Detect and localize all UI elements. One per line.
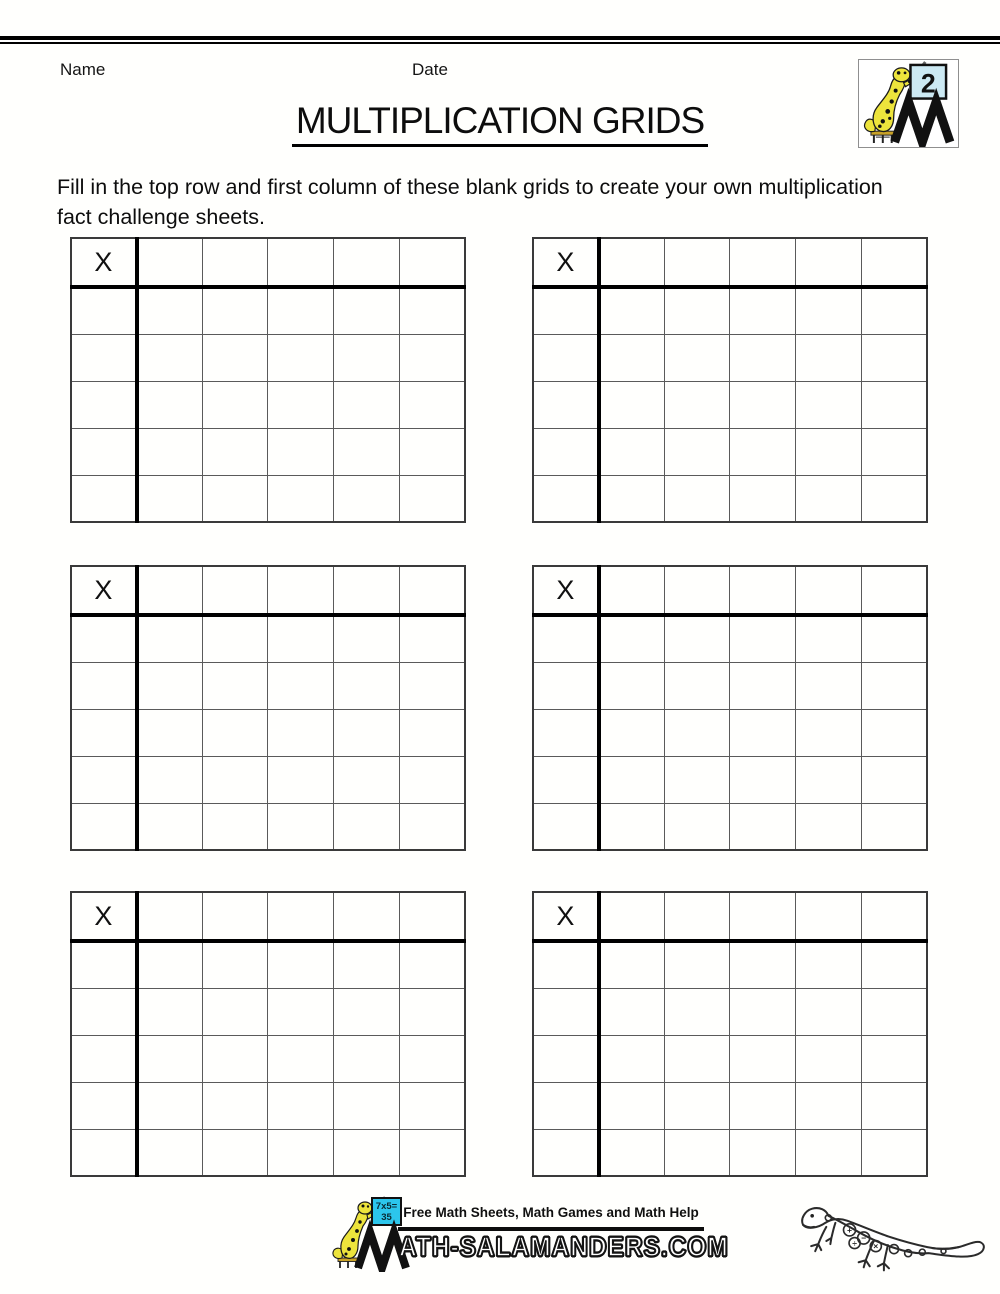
blank-cell [334,238,400,287]
blank-cell [137,1082,203,1129]
blank-cell [861,287,927,334]
grid-row [533,615,927,662]
blank-cell [861,709,927,756]
blank-cell [599,988,665,1035]
blank-cell [730,988,796,1035]
blank-cell [71,1035,137,1082]
gecko-drawing [795,1196,993,1278]
blank-cell [137,988,203,1035]
blank-cell [334,709,400,756]
blank-cell [268,287,334,334]
blank-cell [137,566,203,615]
blank-cell [268,1035,334,1082]
blank-cell [533,756,599,803]
blank-cell [71,334,137,381]
grid-row [71,1129,465,1176]
blank-cell [137,662,203,709]
blank-cell [202,615,268,662]
grid-row [533,803,927,850]
blank-cell [268,1129,334,1176]
blank-cell [796,287,862,334]
grid-row [533,381,927,428]
multiplication-grid [532,891,928,1177]
grid-row [71,475,465,522]
grade-number: 2 [920,68,936,99]
grid-row [533,475,927,522]
grid-row [533,566,927,615]
blank-cell [599,334,665,381]
blank-cell [730,1129,796,1176]
blank-cell [202,381,268,428]
blank-cell [730,662,796,709]
blank-cell [533,662,599,709]
blank-cell [730,287,796,334]
blank-cell [664,1082,730,1129]
blank-cell [730,709,796,756]
blank-cell [664,475,730,522]
blank-cell [334,756,400,803]
blank-cell [268,662,334,709]
blank-cell [861,1129,927,1176]
grid-row [71,381,465,428]
blank-cell [796,615,862,662]
blank-cell [137,1129,203,1176]
grid-row [533,892,927,941]
blank-cell [664,1035,730,1082]
multiplication-grid [70,891,466,1177]
blank-cell [268,1082,334,1129]
blank-cell [71,475,137,522]
blank-cell [599,1129,665,1176]
blank-cell [730,941,796,988]
blank-cell [137,756,203,803]
grid-row [533,287,927,334]
blank-cell [334,941,400,988]
grid-row [533,709,927,756]
blank-cell [399,428,465,475]
grid-row [71,334,465,381]
blank-cell [599,238,665,287]
grid-row [71,803,465,850]
blank-cell [533,475,599,522]
blank-cell [796,566,862,615]
date-label: Date [412,60,448,79]
blank-cell [861,662,927,709]
blank-cell [399,892,465,941]
title-wrap [0,100,1000,147]
blank-cell [599,566,665,615]
grid-row [71,238,465,287]
blank-cell [730,803,796,850]
multiplication-grid [532,565,928,851]
blank-cell [664,238,730,287]
blank-cell [796,1035,862,1082]
blank-cell [334,1035,400,1082]
blank-cell [861,941,927,988]
blank-cell [664,662,730,709]
blank-cell [861,566,927,615]
multiplication-grid [70,565,466,851]
blank-cell [861,475,927,522]
blank-cell [71,662,137,709]
svg-text:+: + [847,1224,853,1235]
blank-cell [861,892,927,941]
board-equation-top: 7x5= [375,1201,398,1212]
blank-cell [399,662,465,709]
grid-row [71,428,465,475]
blank-cell [730,566,796,615]
blank-cell [399,988,465,1035]
blank-cell [861,988,927,1035]
svg-text:×: × [873,1241,879,1252]
blank-cell [334,615,400,662]
blank-cell [796,381,862,428]
blank-cell [334,381,400,428]
blank-cell [334,334,400,381]
grid-row [71,1035,465,1082]
blank-cell [268,238,334,287]
blank-cell [334,287,400,334]
blank-cell [137,287,203,334]
blank-cell [137,892,203,941]
blank-cell [399,1035,465,1082]
blank-cell [861,756,927,803]
blank-cell [664,709,730,756]
blank-cell [137,615,203,662]
blank-cell [599,287,665,334]
blank-cell [137,475,203,522]
svg-text:÷: ÷ [852,1238,857,1249]
blank-cell [137,428,203,475]
blank-cell [334,1082,400,1129]
blank-cell [71,287,137,334]
grid-row [71,709,465,756]
blank-cell [730,334,796,381]
blank-cell [71,615,137,662]
blank-cell [730,756,796,803]
operator-cell: X [533,892,599,941]
blank-cell [730,615,796,662]
blank-cell [71,756,137,803]
blank-cell [533,428,599,475]
blank-cell [399,709,465,756]
blank-cell [202,988,268,1035]
blank-cell [664,756,730,803]
page-title: MULTIPLICATION GRIDS [292,100,708,147]
equation-board-icon [372,1198,401,1225]
blank-cell [334,662,400,709]
blank-cell [202,428,268,475]
blank-cell [268,803,334,850]
blank-cell [664,1129,730,1176]
grid-row [71,566,465,615]
blank-cell [730,892,796,941]
blank-cell [202,287,268,334]
blank-cell [137,381,203,428]
grid-row [533,1082,927,1129]
blank-cell [533,1082,599,1129]
grid-row [71,615,465,662]
blank-cell [334,566,400,615]
grid-row [71,662,465,709]
blank-cell [599,941,665,988]
blank-cell [664,381,730,428]
blank-cell [664,988,730,1035]
grid-row [533,334,927,381]
blank-cell [268,892,334,941]
blank-cell [861,238,927,287]
blank-cell [796,334,862,381]
grid-row [71,988,465,1035]
multiplication-grid [532,237,928,523]
grid-row [533,428,927,475]
blank-cell [268,756,334,803]
blank-cell [137,803,203,850]
blank-cell [533,1129,599,1176]
grid-row [533,238,927,287]
blank-cell [268,941,334,988]
blank-cell [796,709,862,756]
grid-row [71,287,465,334]
blank-cell [268,566,334,615]
blank-cell [533,1035,599,1082]
blank-cell [861,428,927,475]
blank-cell [202,941,268,988]
blank-cell [664,428,730,475]
blank-cell [71,1129,137,1176]
blank-cell [71,709,137,756]
operator-cell: X [71,238,137,287]
blank-cell [399,566,465,615]
grid-row [533,1035,927,1082]
blank-cell [730,1082,796,1129]
blank-cell [399,756,465,803]
blank-cell [599,892,665,941]
operator-cell: X [71,892,137,941]
board-equation-bottom: 35 [381,1212,392,1223]
blank-cell [137,334,203,381]
blank-cell [861,1035,927,1082]
blank-cell [268,428,334,475]
blank-cell [399,615,465,662]
blank-cell [599,803,665,850]
blank-cell [334,428,400,475]
grade-board-icon [910,65,946,99]
blank-cell [71,988,137,1035]
blank-cell [796,238,862,287]
blank-cell [664,615,730,662]
blank-cell [796,662,862,709]
blank-cell [730,475,796,522]
footer-divider [398,1227,704,1231]
blank-cell [664,803,730,850]
blank-cell [399,475,465,522]
blank-cell [334,1129,400,1176]
blank-cell [202,756,268,803]
blank-cell [533,615,599,662]
blank-cell [664,566,730,615]
blank-cell [202,334,268,381]
blank-cell [796,892,862,941]
instructions-text: Fill in the top row and first column of these blank grids to create your own multiplication fact challenge sheets. [57,174,883,229]
grid-row [533,941,927,988]
blank-cell [137,709,203,756]
blank-cell [202,1035,268,1082]
blank-cell [268,381,334,428]
blank-cell [137,1035,203,1082]
grid-row [71,941,465,988]
blank-cell [533,988,599,1035]
blank-cell [334,892,400,941]
site-wordmark: ATH-SALAMANDERS.COM [399,1231,729,1262]
operator-cell: X [533,238,599,287]
blank-cell [796,756,862,803]
blank-cell [399,1129,465,1176]
name-label: Name [60,60,106,79]
operator-cell: X [533,566,599,615]
blank-cell [399,238,465,287]
blank-cell [533,334,599,381]
grid-row [533,662,927,709]
svg-text:−: − [861,1233,867,1244]
blank-cell [599,428,665,475]
blank-cell [664,334,730,381]
blank-cell [664,287,730,334]
blank-cell [533,941,599,988]
blank-cell [730,238,796,287]
blank-cell [599,756,665,803]
blank-cell [664,941,730,988]
blank-cell [599,709,665,756]
blank-cell [202,1082,268,1129]
blank-cell [730,381,796,428]
blank-cell [861,1082,927,1129]
blank-cell [399,334,465,381]
blank-cell [202,566,268,615]
blank-cell [202,803,268,850]
blank-cell [533,709,599,756]
blank-cell [861,803,927,850]
blank-cell [71,428,137,475]
grid-row [71,756,465,803]
blank-cell [202,662,268,709]
blank-cell [202,709,268,756]
blank-cell [268,475,334,522]
blank-cell [202,238,268,287]
grid-row [533,988,927,1035]
blank-cell [268,615,334,662]
blank-cell [268,988,334,1035]
blank-cell [796,988,862,1035]
blank-cell [861,381,927,428]
operator-cell: X [71,566,137,615]
blank-cell [796,428,862,475]
blank-cell [664,892,730,941]
blank-cell [71,803,137,850]
blank-cell [334,988,400,1035]
blank-cell [202,475,268,522]
blank-cell [796,1129,862,1176]
blank-cell [533,287,599,334]
gecko-outline-icon [795,1196,993,1278]
blank-cell [796,941,862,988]
grid-row [71,1082,465,1129]
blank-cell [137,238,203,287]
blank-cell [268,334,334,381]
blank-cell [533,803,599,850]
blank-cell [399,287,465,334]
blank-cell [861,615,927,662]
grid-row [533,1129,927,1176]
blank-cell [399,381,465,428]
blank-cell [202,1129,268,1176]
blank-cell [599,615,665,662]
multiplication-grid [70,237,466,523]
grid-row [71,892,465,941]
blank-cell [71,1082,137,1129]
grid-row [533,756,927,803]
blank-cell [202,892,268,941]
blank-cell [137,941,203,988]
blank-cell [599,475,665,522]
blank-cell [334,803,400,850]
blank-cell [861,334,927,381]
blank-cell [599,1082,665,1129]
blank-cell [599,381,665,428]
blank-cell [796,1082,862,1129]
blank-cell [599,662,665,709]
blank-cell [599,1035,665,1082]
blank-cell [399,941,465,988]
blank-cell [334,475,400,522]
blank-cell [399,803,465,850]
blank-cell [796,475,862,522]
blank-cell [533,381,599,428]
top-divider [0,36,1000,44]
blank-cell [796,803,862,850]
blank-cell [71,941,137,988]
blank-cell [71,381,137,428]
blank-cell [399,1082,465,1129]
blank-cell [730,1035,796,1082]
blank-cell [268,709,334,756]
footer-tagline: Free Math Sheets, Math Games and Math Help [403,1205,699,1220]
blank-cell [730,428,796,475]
